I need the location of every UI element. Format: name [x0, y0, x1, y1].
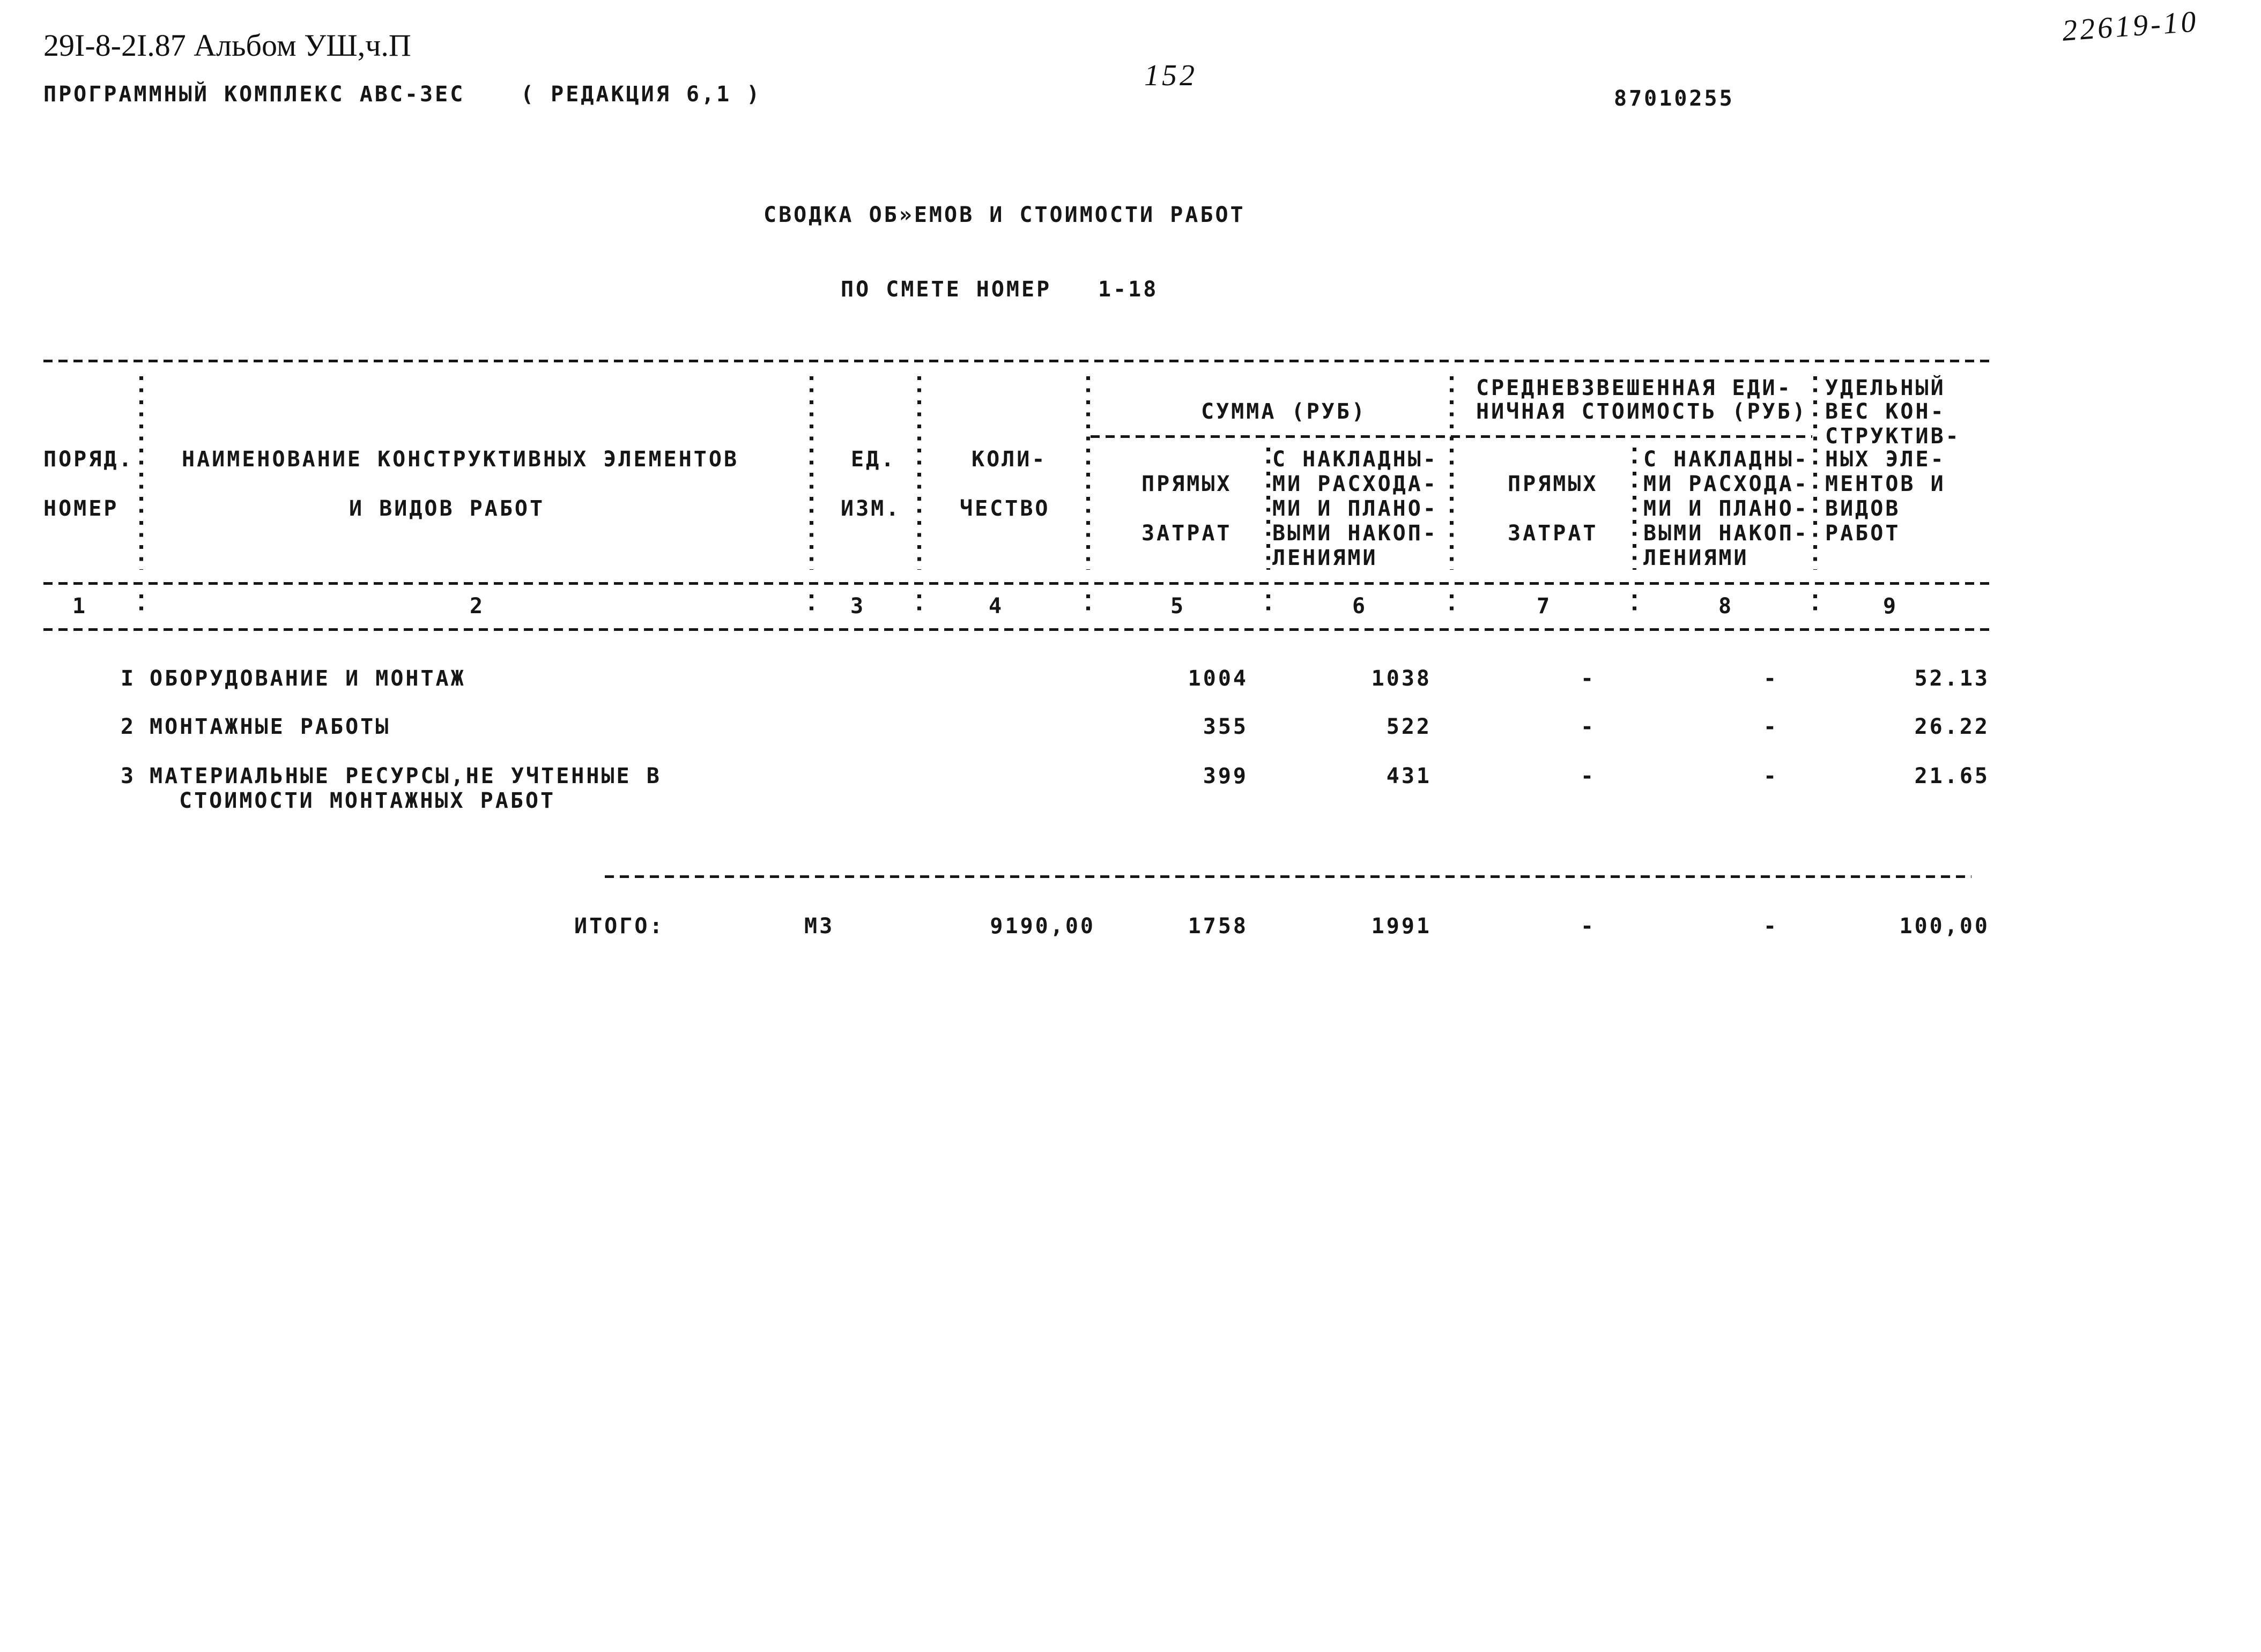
header-sum-group: СУММА (РУБ) [1201, 399, 1367, 424]
column-separator [1266, 594, 1270, 618]
row-number: 3 [121, 764, 136, 788]
column-separator [1633, 448, 1636, 570]
header-avg-overheads: МИ И ПЛАНО- [1643, 496, 1809, 521]
row-avg-overheads: - [1763, 715, 1779, 739]
page-number: 152 [1144, 59, 1197, 92]
row-sum-overheads: 522 [1386, 715, 1432, 739]
document-code: 87010255 [1614, 86, 1734, 111]
header-sum-overheads: ЛЕНИЯМИ [1272, 546, 1378, 570]
column-separator [810, 594, 813, 618]
header-avg-direct: ЗАТРАТ [1508, 521, 1598, 546]
column-separator [1813, 594, 1817, 618]
header-quantity: ЧЕСТВО [960, 496, 1050, 521]
row-sum-overheads: 1038 [1371, 666, 1432, 691]
header-name: НАИМЕНОВАНИЕ КОНСТРУКТИВНЫХ ЭЛЕМЕНТОВ [182, 447, 739, 472]
header-share: МЕНТОВ И [1825, 472, 1946, 496]
header-avg-group: НИЧНАЯ СТОИМОСТЬ (РУБ) [1476, 399, 1807, 424]
table-top-rule [43, 360, 1989, 362]
row-sum-direct: 1004 [1188, 666, 1248, 691]
header-avg-group: СРЕДНЕВЗВЕШЕННАЯ ЕДИ- [1476, 376, 1792, 400]
column-number: 6 [1352, 594, 1368, 619]
column-numbers-rule [43, 628, 1989, 631]
header-order-no: НОМЕР [43, 496, 119, 521]
header-bottom-rule [43, 582, 1989, 585]
row-avg-overheads: - [1763, 666, 1779, 691]
header-sum-overheads: ВЫМИ НАКОП- [1272, 521, 1438, 546]
row-name: ОБОРУДОВАНИЕ И МОНТАЖ [150, 666, 466, 691]
column-separator [1633, 594, 1636, 618]
header-share: РАБОТ [1825, 521, 1901, 546]
row-sum-direct: 355 [1203, 715, 1248, 739]
header-avg-direct: ПРЯМЫХ [1508, 472, 1598, 496]
total-share: 100,00 [1899, 914, 1990, 939]
column-number: 3 [850, 594, 866, 619]
estimate-number: 1-18 [1098, 277, 1159, 302]
total-label: ИТОГО: [574, 914, 665, 939]
row-sum-overheads: 431 [1386, 764, 1432, 788]
column-separator [1086, 376, 1090, 570]
column-separator [917, 376, 921, 570]
column-separator [1450, 594, 1454, 618]
column-number: 4 [988, 594, 1004, 619]
header-avg-overheads: ЛЕНИЯМИ [1643, 546, 1749, 570]
album-reference: 29I-8-2I.87 Альбом УШ,ч.П [43, 28, 411, 63]
header-share: НЫХ ЭЛЕ- [1825, 447, 1946, 472]
column-separator [139, 376, 143, 570]
column-number: 1 [72, 594, 88, 619]
total-unit: М3 [804, 914, 835, 939]
header-name: И ВИДОВ РАБОТ [349, 496, 545, 521]
column-number: 9 [1882, 594, 1899, 619]
archive-number: 22619-10 [2061, 5, 2200, 48]
row-name: МОНТАЖНЫЕ РАБОТЫ [150, 715, 391, 739]
column-separator [139, 594, 143, 618]
header-order-no: ПОРЯД. [43, 447, 134, 472]
header-sum-direct: ПРЯМЫХ [1141, 472, 1232, 496]
row-share: 52.13 [1914, 666, 1990, 691]
header-sum-direct: ЗАТРАТ [1141, 521, 1232, 546]
total-rule [605, 875, 1971, 878]
software-name: ПРОГРАММНЫЙ КОМПЛЕКС АВС-3ЕС [43, 82, 465, 107]
edition-label: ( РЕДАКЦИЯ 6,1 ) [521, 82, 762, 107]
row-avg-direct: - [1580, 715, 1596, 739]
column-separator [917, 594, 921, 618]
column-number: 7 [1536, 594, 1552, 619]
header-share: ВИДОВ [1825, 496, 1901, 521]
row-share: 21.65 [1914, 764, 1990, 788]
row-number: I [121, 666, 136, 691]
row-name-continuation: СТОИМОСТИ МОНТАЖНЫХ РАБОТ [179, 788, 556, 813]
header-sum-overheads: С НАКЛАДНЫ- [1272, 447, 1438, 472]
header-unit: ЕД. [851, 447, 896, 472]
header-avg-overheads: ВЫМИ НАКОП- [1643, 521, 1809, 546]
header-avg-overheads: С НАКЛАДНЫ- [1643, 447, 1809, 472]
column-separator [1086, 594, 1090, 618]
total-sum-direct: 1758 [1188, 914, 1248, 939]
total-sum-overheads: 1991 [1371, 914, 1432, 939]
row-share: 26.22 [1914, 715, 1990, 739]
header-sum-overheads: МИ РАСХОДА- [1272, 472, 1438, 496]
header-unit: ИЗМ. [841, 496, 901, 521]
header-avg-overheads: МИ РАСХОДА- [1643, 472, 1809, 496]
row-avg-direct: - [1580, 666, 1596, 691]
column-separator [1813, 376, 1817, 570]
row-avg-direct: - [1580, 764, 1596, 788]
row-number: 2 [121, 715, 136, 739]
row-sum-direct: 399 [1203, 764, 1248, 788]
total-avg-overheads: - [1763, 914, 1779, 939]
column-number: 2 [469, 594, 485, 619]
column-number: 5 [1170, 594, 1186, 619]
column-separator [1266, 448, 1270, 570]
row-name: МАТЕРИАЛЬНЫЕ РЕСУРСЫ,НЕ УЧТЕННЫЕ В [150, 764, 662, 788]
report-title: СВОДКА ОБ»ЕМОВ И СТОИМОСТИ РАБОТ [763, 203, 1246, 227]
estimate-label: ПО СМЕТЕ НОМЕР [841, 277, 1052, 302]
header-share: СТРУКТИВ- [1825, 424, 1961, 449]
header-sum-overheads: МИ И ПЛАНО- [1272, 496, 1438, 521]
total-avg-direct: - [1580, 914, 1596, 939]
row-avg-overheads: - [1763, 764, 1779, 788]
column-separator [810, 376, 813, 570]
column-separator [1450, 376, 1454, 570]
total-quantity: 9190,00 [990, 914, 1095, 939]
header-quantity: КОЛИ- [972, 447, 1047, 472]
header-share: УДЕЛЬНЫЙ [1825, 376, 1946, 400]
header-share: ВЕС КОН- [1825, 399, 1946, 424]
column-number: 8 [1718, 594, 1734, 619]
